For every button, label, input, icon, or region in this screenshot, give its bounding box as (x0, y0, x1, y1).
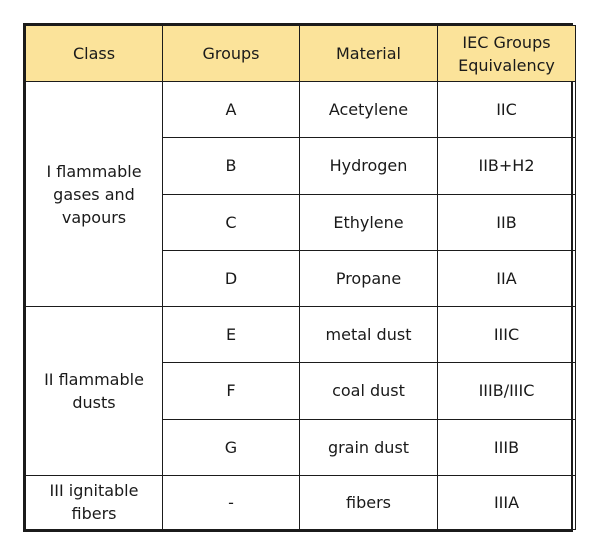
header-iec-groups-equivalency (438, 26, 576, 82)
group-cell: G (163, 419, 300, 475)
iec-cell: IIA (438, 250, 576, 306)
class-label-line: gases and (53, 184, 135, 204)
table-row (26, 475, 576, 529)
class-label-line: II flammable (44, 369, 144, 389)
class-cell-iii (26, 475, 163, 529)
group-cell: D (163, 250, 300, 306)
material-cell: Propane (300, 250, 438, 306)
material-cell: fibers (300, 475, 438, 529)
iec-cell: IIB+H2 (438, 138, 576, 194)
header-row (26, 26, 576, 82)
material-cell: grain dust (300, 419, 438, 475)
table-row (26, 82, 576, 138)
group-cell: A (163, 82, 300, 138)
group-cell: - (163, 475, 300, 529)
class-label-line: I flammable (46, 161, 142, 181)
iec-cell: IIIA (438, 475, 576, 529)
material-cell: Hydrogen (300, 138, 438, 194)
material-cell: Acetylene (300, 82, 438, 138)
material-cell: Ethylene (300, 194, 438, 250)
group-cell: B (163, 138, 300, 194)
class-label-line: fibers (71, 504, 117, 524)
header-iec-line-2: Equivalency (458, 55, 555, 75)
group-cell: F (163, 363, 300, 419)
iec-cell: IIIB (438, 419, 576, 475)
class-label-line: vapours (61, 207, 127, 227)
group-cell: C (163, 194, 300, 250)
table-body (26, 82, 576, 530)
header-iec-line-1: IEC Groups (462, 32, 551, 52)
iec-cell: IIIB/IIIC (438, 363, 576, 419)
iec-cell: IIC (438, 82, 576, 138)
header-groups: Groups (163, 26, 300, 82)
class-cell-i (26, 82, 163, 307)
class-label-line: dusts (72, 392, 116, 412)
table-header (26, 26, 576, 82)
table-row (26, 307, 576, 363)
header-class: Class (26, 26, 163, 82)
group-cell: E (163, 307, 300, 363)
material-cell: coal dust (300, 363, 438, 419)
iec-cell: IIB (438, 194, 576, 250)
material-cell: metal dust (300, 307, 438, 363)
iec-cell: IIIC (438, 307, 576, 363)
header-material: Material (300, 26, 438, 82)
classification-table (25, 25, 576, 530)
class-cell-ii (26, 307, 163, 476)
hazardous-location-table (23, 23, 573, 532)
class-label-line: III ignitable (49, 481, 139, 501)
